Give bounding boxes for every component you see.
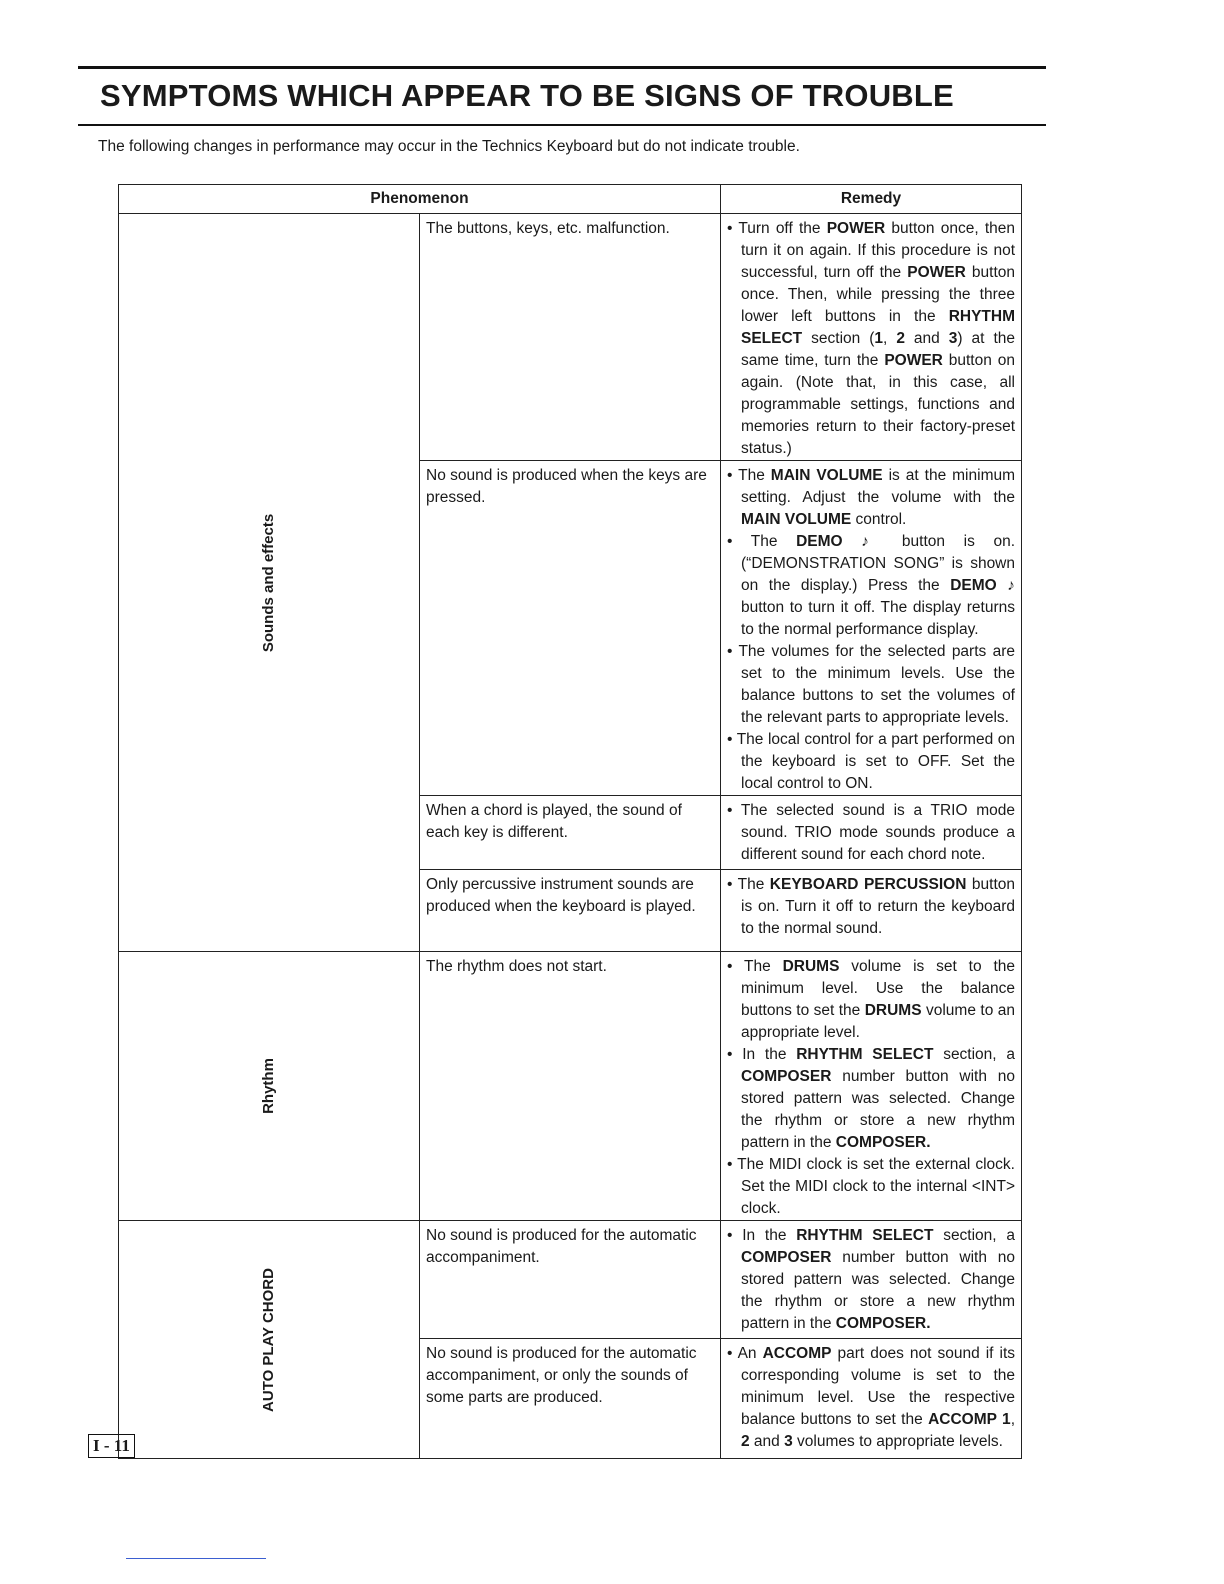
remedy-cell: • The KEYBOARD PERCUSSION button is on. Turn it off to return the keyboard to the normal sound. <box>721 870 1022 952</box>
remedy-cell: • An ACCOMP part does not sound if its corresponding volume is set to the minimum level. Use the respective balance buttons to set the ACCOMP 1, 2 and 3 volumes to appropriate levels. <box>721 1339 1022 1459</box>
table-row <box>119 952 1022 1221</box>
table-row <box>119 214 1022 461</box>
phenomenon-cell: No sound is produced when the keys are pressed. <box>420 461 721 796</box>
title-rule-top <box>78 66 1046 69</box>
category-rhythm <box>119 952 420 1221</box>
phenomenon-cell: No sound is produced for the automatic accompaniment, or only the sounds of some parts are produced. <box>420 1339 721 1459</box>
title-rule-bottom <box>78 124 1046 126</box>
remedy-cell: • The selected sound is a TRIO mode sound. TRIO mode sounds produce a different sound for each chord note. <box>721 796 1022 870</box>
phenomenon-cell: The rhythm does not start. <box>420 952 721 1221</box>
table-row <box>119 1221 1022 1339</box>
table-header-row <box>119 185 1022 214</box>
category-label-rhythm: Rhythm <box>260 1058 277 1114</box>
phenomenon-cell: When a chord is played, the sound of each key is different. <box>420 796 721 870</box>
remedy-cell: • In the RHYTHM SELECT section, a COMPOSER number button with no stored pattern was selected. Change the rhythm or store a new rhythm pattern in the COMPOSER. <box>721 1221 1022 1339</box>
category-auto-play-chord <box>119 1221 420 1459</box>
footer-line <box>126 1558 266 1559</box>
remedy-cell: • The DRUMS volume is set to the minimum level. Use the balance buttons to set the DRUMS volume to an appropriate level. • In the RHYTHM SELECT section, a COMPOSER number button with no stored pattern was selected. Change the rhythm or store a new rhythm pattern in the COMPOSER. • The MIDI clock is set the external clock. Set the MIDI clock to the internal <INT> clock. <box>721 952 1022 1221</box>
category-label-sounds: Sounds and effects <box>260 513 277 652</box>
category-sounds <box>119 214 420 952</box>
category-label-auto-play-chord: AUTO PLAY CHORD <box>260 1267 277 1412</box>
remedy-cell: • The MAIN VOLUME is at the minimum setting. Adjust the volume with the MAIN VOLUME control. • The DEMO ♪ button is on. (“DEMONSTRATION SONG” is shown on the display.) Press the DEMO ♪ button to turn it off. The display returns to the normal performance display. • The volumes for the selected parts are set to the minimum levels. Use the balance buttons to set the volumes of the relevant parts to appropriate levels. • The local control for a part performed on the keyboard is set to OFF. Set the local control to ON. <box>721 461 1022 796</box>
remedy-cell: • Turn off the POWER button once, then turn it on again. If this procedure is not successful, turn off the POWER button once. Then, while pressing the three lower left buttons in the RHYTHM SELECT section (1, 2 and 3) at the same time, turn the POWER button on again. (Note that, in this case, all programmable settings, functions and memories return to their factory-preset status.) <box>721 214 1022 461</box>
page-title: SYMPTOMS WHICH APPEAR TO BE SIGNS OF TROUBLE <box>100 78 954 113</box>
remedy-header: Remedy <box>721 185 1022 214</box>
phenomenon-cell: The buttons, keys, etc. malfunction. <box>420 214 721 461</box>
phenomenon-cell: Only percussive instrument sounds are produced when the keyboard is played. <box>420 870 721 952</box>
phenomenon-header: Phenomenon <box>119 185 721 214</box>
trouble-table <box>118 184 1022 1459</box>
page-number: I - 11 <box>88 1434 135 1458</box>
phenomenon-cell: No sound is produced for the automatic accompaniment. <box>420 1221 721 1339</box>
intro-text: The following changes in performance may occur in the Technics Keyboard but do not indicate trouble. <box>98 138 800 155</box>
